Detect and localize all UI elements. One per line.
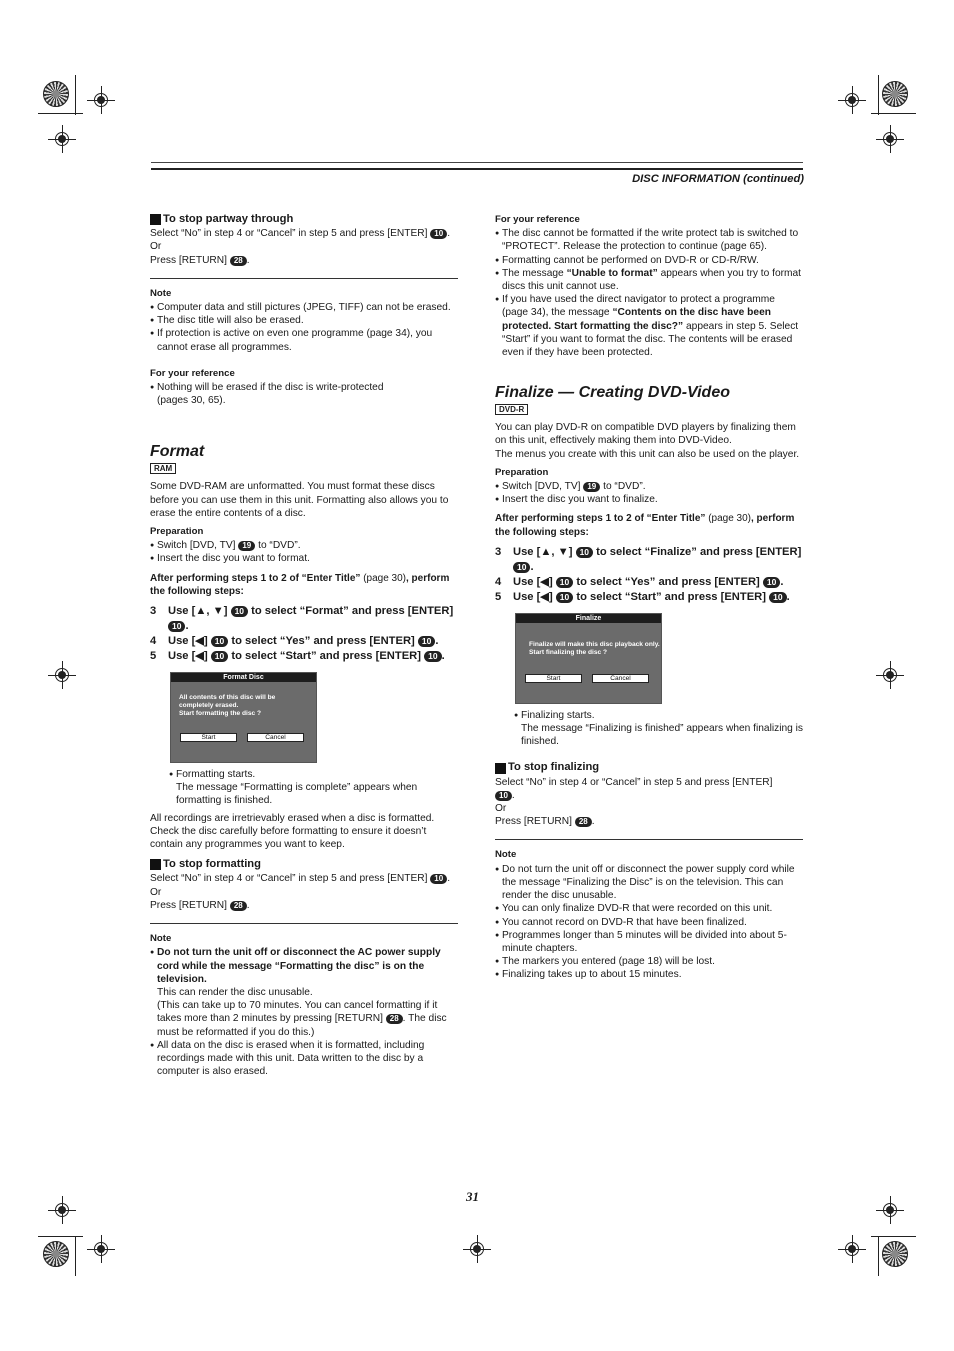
list-item: ● Computer data and still pictures (JPEG, TIFF) can not be erased. bbox=[150, 301, 458, 314]
crop-line bbox=[878, 75, 879, 115]
registration-mark-icon bbox=[838, 86, 866, 114]
right-column bbox=[495, 213, 803, 982]
body-text: Select “No” in step 4 or “Cancel” in step 5 and press [ENTER] bbox=[495, 776, 773, 788]
list-item: ● Finalizing takes up to about 15 minutes. bbox=[495, 968, 803, 981]
screen-title: Format Disc bbox=[171, 673, 316, 682]
square-bullet-icon bbox=[150, 214, 161, 225]
button-ref-badge: 10 bbox=[513, 562, 530, 573]
button-ref-badge: 10 bbox=[418, 636, 435, 647]
note-heading: Note bbox=[150, 933, 172, 945]
divider bbox=[495, 839, 803, 840]
preparation-heading: Preparation bbox=[150, 526, 204, 538]
cancel-button[interactable]: Cancel bbox=[247, 733, 304, 742]
header-rule bbox=[151, 168, 803, 170]
page-ref-badge: 19 bbox=[238, 541, 255, 551]
button-ref-badge: 10 bbox=[769, 592, 786, 603]
disc-type-tag: DVD-R bbox=[495, 404, 528, 415]
page-ref-badge: 28 bbox=[386, 1014, 403, 1024]
reference-heading: For your reference bbox=[150, 367, 235, 379]
registration-mark-icon bbox=[48, 1196, 76, 1224]
list-item: ● The disc cannot be formatted if the write protect tab is switched to “PROTECT”. Release the protection to continue (page 65). bbox=[495, 227, 803, 253]
list-item: ● Do not turn the unit off or disconnect the power supply cord while the message “Finalizing the Disc” is on the television. This can render the disc unusable. bbox=[495, 863, 803, 903]
list-item: ● The message “Unable to format” appears when you try to format discs this unit cannot use. bbox=[495, 267, 803, 293]
list-item: ● If you have used the direct navigator to protect a programme (page 34), the message “Contents on the disc have been protected. Start formatting the disc?” appears in step 5. Select “Start” if you want to format the disc. The contents will be erased even if they have been protected. bbox=[495, 293, 803, 359]
color-target-icon bbox=[882, 81, 908, 107]
body-text: The menus you create with this unit can also be used on the player. bbox=[495, 448, 800, 460]
format-disc-screen bbox=[170, 672, 317, 763]
body-text: Press [RETURN] 28 . bbox=[495, 816, 595, 828]
page-ref-badge: 10 bbox=[430, 874, 447, 884]
section-title-finalize: Finalize — Creating DVD-Video bbox=[495, 384, 730, 402]
body-text: The message “Finalizing is finished” appears when finalizing is finished. bbox=[521, 723, 803, 748]
registration-mark-icon bbox=[87, 86, 115, 114]
step-5: 5 Use [◀] 10 to select “Start” and press [ENTER] 10 . bbox=[495, 590, 790, 603]
subheading-stop-finalizing: To stop finalizing bbox=[495, 761, 803, 774]
crop-line bbox=[878, 1236, 879, 1276]
instruction-lead: After performing steps 1 to 2 of “Enter Title” (page 30), perform the following steps: bbox=[495, 513, 795, 538]
body-text: Select “No” in step 4 or “Cancel” in step 5 and press [ENTER] 10 . bbox=[150, 873, 451, 885]
body-text: The message “Formatting is complete” appears when formatting is finished. bbox=[176, 782, 418, 807]
body-text: Select “No” in step 4 or “Cancel” in step 5 and press [ENTER] 10 . bbox=[150, 228, 451, 240]
page-ref-badge: 10 bbox=[495, 791, 512, 801]
button-ref-badge: 10 bbox=[168, 621, 185, 632]
button-ref-badge: 10 bbox=[763, 577, 780, 588]
reference-heading: For your reference bbox=[495, 214, 580, 225]
crop-line bbox=[75, 75, 76, 115]
list-item-continuation: (pages 30, 65). bbox=[157, 395, 226, 407]
screen-message: Finalize will make this disc playback only. Start finalizing the disc ? bbox=[529, 640, 660, 656]
screen-title: Finalize bbox=[516, 614, 661, 623]
page-number: 31 bbox=[466, 1189, 479, 1204]
button-ref-badge: 10 bbox=[556, 592, 573, 603]
list-item: ● You cannot record on DVD-R that have been finalized. bbox=[495, 916, 803, 929]
list-item: ● The disc title will also be erased. bbox=[150, 314, 458, 327]
list-item: ● Formatting cannot be performed on DVD-R or CD-R/RW. bbox=[495, 254, 803, 267]
page-ref-badge: 28 bbox=[575, 817, 592, 827]
list-item: ● If protection is active on even one programme (page 34), you cannot erase all programmes. bbox=[150, 327, 458, 353]
list-item: ● All data on the disc is erased when it is formatted, including recordings made with this unit. Data written to the disc by a computer is also erased. bbox=[150, 1039, 458, 1079]
button-ref-badge: 10 bbox=[424, 651, 441, 662]
list-item: ● Insert the disc you want to format. bbox=[150, 552, 458, 565]
screen-message: All contents of this disc will be completely erased. Start formatting the disc ? bbox=[179, 694, 276, 718]
list-item: ● Do not turn the unit off or disconnect the AC power supply cord while the message “Formatting the disc” is on the television. bbox=[150, 946, 458, 986]
body-text: Some DVD-RAM are unformatted. You must format these discs before you can use them in this unit. Formatting also allows you to erase the entire contents of a disc. bbox=[150, 481, 449, 519]
list-item: ● Programmes longer than 5 minutes will be divided into about 5-minute chapters. bbox=[495, 929, 803, 955]
step-4: 4 Use [◀] 10 to select “Yes” and press [ENTER] 10 . bbox=[150, 635, 439, 648]
color-target-icon bbox=[882, 1241, 908, 1267]
start-button[interactable]: Start bbox=[525, 674, 582, 683]
crop-line bbox=[75, 1236, 76, 1276]
registration-mark-icon bbox=[463, 1235, 491, 1263]
start-button[interactable]: Start bbox=[180, 733, 237, 742]
instruction-lead: After performing steps 1 to 2 of “Enter Title” (page 30), perform the following steps: bbox=[150, 572, 450, 597]
color-target-icon bbox=[43, 81, 69, 107]
step-3: 3 Use [▲, ▼] 10 to select “Format” and press [ENTER] 10 . bbox=[150, 605, 454, 633]
body-text: Press [RETURN] 28 . bbox=[150, 254, 250, 266]
body-text: All recordings are irretrievably erased when a disc is formatted. Check the disc carefully before formatting to ensure it doesn’t contain any programmes you want to keep. bbox=[150, 812, 435, 851]
subheading-stop-formatting: To stop formatting bbox=[150, 858, 458, 871]
step-4: 4 Use [◀] 10 to select “Yes” and press [ENTER] 10 . bbox=[495, 575, 784, 588]
square-bullet-icon bbox=[495, 763, 506, 774]
button-ref-badge: 10 bbox=[211, 651, 228, 662]
page-ref-badge: 19 bbox=[583, 482, 600, 492]
list-item: ● Finalizing starts. bbox=[514, 709, 803, 722]
registration-mark-icon bbox=[876, 661, 904, 689]
color-target-icon bbox=[43, 1241, 69, 1267]
registration-mark-icon bbox=[48, 661, 76, 689]
button-ref-badge: 10 bbox=[576, 547, 593, 558]
registration-mark-icon bbox=[876, 125, 904, 153]
subheading-stop-partway: To stop partway through bbox=[150, 213, 458, 226]
preparation-heading: Preparation bbox=[495, 466, 549, 478]
note-heading: Note bbox=[495, 849, 517, 861]
page-ref-badge: 28 bbox=[230, 901, 247, 911]
registration-mark-icon bbox=[876, 1196, 904, 1224]
list-item: ● Insert the disc you want to finalize. bbox=[495, 493, 803, 506]
button-ref-badge: 10 bbox=[556, 577, 573, 588]
list-item: ● Switch [DVD, TV] 19 to “DVD”. bbox=[150, 539, 458, 552]
step-3: 3 Use [▲, ▼] 10 to select “Finalize” and press [ENTER] 10 . bbox=[495, 545, 802, 573]
list-item: ● Nothing will be erased if the disc is write-protected bbox=[150, 381, 458, 394]
page-ref-badge: 28 bbox=[230, 256, 247, 266]
crop-line bbox=[38, 113, 83, 114]
finalize-screen bbox=[515, 613, 662, 704]
cancel-button[interactable]: Cancel bbox=[592, 674, 649, 683]
list-item: ● Formatting starts. bbox=[169, 768, 458, 781]
section-title-format: Format bbox=[150, 443, 205, 461]
button-ref-badge: 10 bbox=[231, 606, 248, 617]
divider bbox=[150, 923, 458, 924]
body-text: Or bbox=[150, 241, 162, 253]
list-item: ● The markers you entered (page 18) will be lost. bbox=[495, 955, 803, 968]
body-text: Press [RETURN] 28 . bbox=[150, 899, 250, 911]
header-rule bbox=[151, 162, 803, 163]
registration-mark-icon bbox=[48, 125, 76, 153]
square-bullet-icon bbox=[150, 859, 161, 870]
button-ref-badge: 10 bbox=[211, 636, 228, 647]
body-text: This can render the disc unusable. bbox=[157, 986, 313, 998]
list-item: ● You can only finalize DVD-R that were recorded on this unit. bbox=[495, 902, 803, 915]
step-5: 5 Use [◀] 10 to select “Start” and press [ENTER] 10 . bbox=[150, 650, 445, 663]
registration-mark-icon bbox=[87, 1235, 115, 1263]
divider bbox=[150, 278, 458, 279]
crop-line bbox=[38, 1236, 83, 1237]
body-text: 10 . bbox=[495, 789, 803, 802]
body-text: (This can take up to 70 minutes. You can cancel formatting if it takes more than 2 minutes by pressing [RETURN] 28 . The disc must be reformatted if you do this.) bbox=[157, 1000, 447, 1038]
list-item: ● Switch [DVD, TV] 19 to “DVD”. bbox=[495, 480, 803, 493]
body-text: Or bbox=[495, 803, 507, 815]
note-heading: Note bbox=[150, 287, 172, 299]
left-column bbox=[150, 213, 458, 1078]
page-ref-badge: 10 bbox=[430, 229, 447, 239]
registration-mark-icon bbox=[838, 1235, 866, 1263]
running-head: DISC INFORMATION (continued) bbox=[632, 173, 804, 185]
body-text: You can play DVD-R on compatible DVD players by finalizing them on this unit, effectively making them into DVD-Video. bbox=[495, 422, 796, 447]
body-text: Or bbox=[150, 886, 162, 898]
disc-type-tag: RAM bbox=[150, 463, 176, 474]
